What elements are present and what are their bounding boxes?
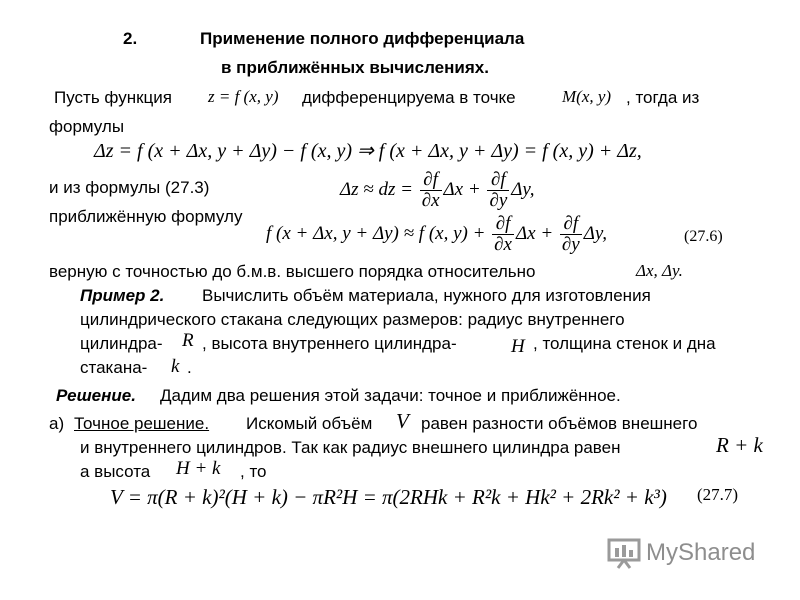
a-line2: и внутреннего цилиндров. Так как радиус внешнего цилиндра равен: [80, 438, 621, 457]
solution-label: Решение.: [56, 386, 136, 405]
eq3-number: (27.6): [684, 228, 723, 245]
var-Rk: R + k: [716, 433, 763, 457]
example-line1: Вычислить объём материала, нужного для изготовления: [202, 286, 651, 305]
equation-3: [266, 214, 607, 255]
p2-text: формулы: [49, 117, 125, 136]
point-formula: M(x, y): [562, 87, 612, 106]
var-V: V: [396, 409, 409, 433]
var-H: H: [511, 336, 525, 357]
a-line3a: а высота: [80, 462, 151, 481]
eq3-frac-y: $\frac{\partial f}{\partial y}$: [561, 213, 580, 255]
example-label: Пример 2.: [80, 286, 165, 305]
heading-line2: в приближённых вычислениях.: [221, 58, 489, 77]
a-prefix: а): [49, 414, 65, 433]
presentation-icon: [606, 536, 646, 570]
eq2-left: Δz ≈ dz =: [340, 178, 413, 200]
a-line1: Искомый объём: [246, 414, 373, 433]
z-def-formula: z = f (x, y): [208, 87, 279, 106]
p1-text-c: , тогда из: [626, 88, 700, 107]
example-line3a: цилиндра-: [80, 334, 163, 353]
solution-text: Дадим два решения этой задачи: точное и приближённое.: [160, 386, 621, 405]
var-R: R: [182, 330, 194, 351]
equation-2: [340, 170, 535, 211]
eq3-end: Δy,: [583, 222, 608, 244]
equation-V: V = π(R + k)²(H + k) − πR²H = π(2RHk + R²k + Hk² + 2Rk² + k³): [110, 485, 667, 509]
eq2-end: Δy,: [511, 178, 535, 200]
eq3-left: f (x + Δx, y + Δy) ≈ f (x, y) +: [266, 222, 486, 244]
example-line3c: , толщина стенок и дна: [533, 334, 716, 353]
watermark-text: MyShared: [646, 539, 756, 566]
p4-text: приближённую формулу: [49, 207, 243, 226]
example-line2: цилиндрического стакана следующих размеров: радиус внутреннего: [80, 310, 625, 329]
a-line1b: равен разности объёмов внешнего: [421, 414, 698, 433]
p1-text-b: дифференцируема в точке: [302, 88, 516, 107]
example-line4b: .: [187, 358, 192, 377]
deltas-formula: Δx, Δy.: [636, 261, 683, 280]
a-line3b: , то: [240, 462, 267, 481]
eq2-frac-y: $\frac{\partial f}{\partial y}$: [489, 169, 508, 211]
heading-number: 2.: [123, 29, 138, 48]
equation-1: Δz = f (x + Δx, y + Δy) − f (x, y) ⇒ f (x + Δx, y + Δy) = f (x, y) + Δz,: [94, 140, 642, 162]
example-line4a: стакана-: [80, 358, 148, 377]
var-k: k: [171, 356, 180, 377]
eq3-mid: Δx +: [516, 222, 554, 244]
heading-line1: Применение полного дифференциала: [200, 29, 525, 48]
exact-solution-link[interactable]: Точное решение.: [74, 414, 210, 433]
example-line3b: , высота внутреннего цилиндра-: [202, 334, 457, 353]
p3-text: и из формулы (27.3): [49, 178, 210, 197]
p1-text-a: Пусть функция: [54, 88, 172, 107]
eqV-number: (27.7): [697, 485, 739, 504]
eq2-mid: Δx +: [443, 178, 481, 200]
p5-text: верную с точностью до б.м.в. высшего порядка относительно: [49, 262, 536, 281]
eq3-frac-x: $\frac{\partial f}{\partial x}$: [494, 213, 512, 255]
myshared-logo: [606, 536, 766, 570]
var-Hk: H + k: [176, 458, 221, 479]
eq2-frac-x: $\frac{\partial f}{\partial x}$: [421, 169, 440, 211]
